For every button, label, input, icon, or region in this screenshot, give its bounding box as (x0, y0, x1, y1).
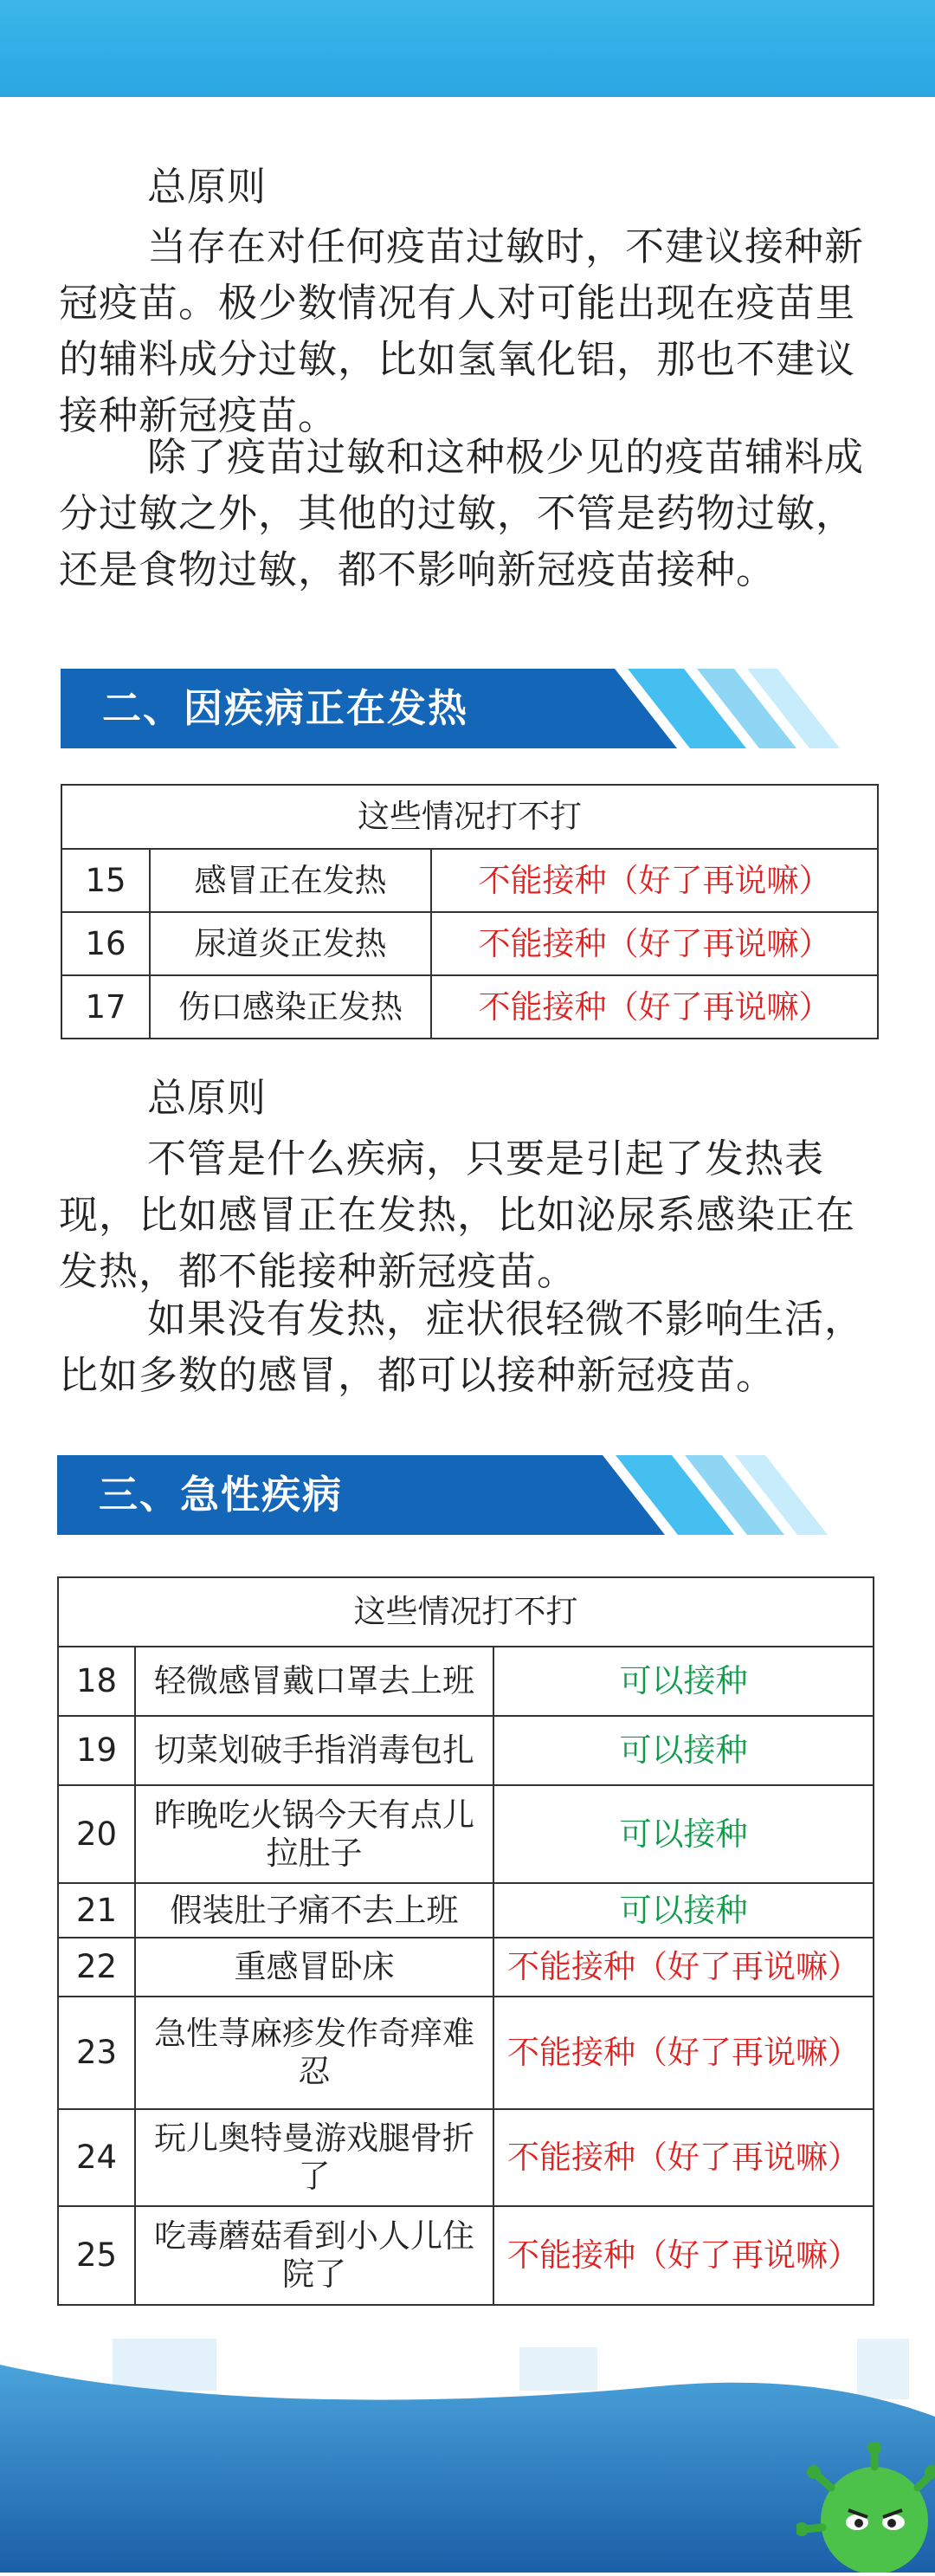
row-case: 假装肚子痛不去上班 (135, 1883, 493, 1938)
principle-heading-1: 总原则 (147, 164, 268, 210)
row-number: 23 (58, 1997, 135, 2109)
fever-table (61, 784, 879, 1039)
row-answer: 可以接种 (493, 1785, 874, 1883)
table-row (58, 2206, 874, 2305)
table-row (61, 975, 878, 1039)
principle-paragraph-1b: 除了疫苗过敏和这种极少见的疫苗辅料成分过敏之外，其他的过敏，不管是药物过敏，还是食物过敏，都不影响新冠疫苗接种。 (59, 434, 865, 592)
section-banner-acute (57, 1455, 854, 1535)
row-case: 感冒正在发热 (150, 849, 431, 912)
bottom-decoration (0, 2339, 935, 2573)
row-answer: 可以接种 (493, 1883, 874, 1938)
row-number: 15 (61, 849, 150, 912)
table-row (61, 912, 878, 975)
section-banner-fever (61, 669, 857, 748)
row-answer: 不能接种（好了再说嘛） (493, 2109, 874, 2206)
row-case: 昨晚吃火锅今天有点儿拉肚子 (135, 1785, 493, 1883)
table-row (61, 849, 878, 912)
row-number: 18 (58, 1647, 135, 1716)
principle-paragraph-1a: 当存在对任何疫苗过敏时，不建议接种新冠疫苗。极少数情况有人对可能出现在疫苗里的辅料成分过敏，比如氢氧化铝，那也不建议接种新冠疫苗。 (59, 223, 865, 438)
row-case: 伤口感染正发热 (150, 975, 431, 1039)
row-case: 尿道炎正发热 (150, 912, 431, 975)
table-header: 这些情况打不打 (58, 1577, 874, 1647)
top-header-bar (0, 0, 935, 97)
row-answer: 不能接种（好了再说嘛） (431, 849, 878, 912)
table-row (58, 1647, 874, 1716)
table-header-row (61, 785, 878, 849)
table-row (58, 1997, 874, 2109)
row-answer: 不能接种（好了再说嘛） (493, 1997, 874, 2109)
table-row (58, 2109, 874, 2206)
acute-illness-table (57, 1576, 874, 2306)
row-case: 轻微感冒戴口罩去上班 (135, 1647, 493, 1716)
table-header-row (58, 1577, 874, 1647)
row-number: 16 (61, 912, 150, 975)
row-answer: 可以接种 (493, 1647, 874, 1716)
row-case: 切菜划破手指消毒包扎 (135, 1716, 493, 1785)
row-number: 25 (58, 2206, 135, 2305)
principle-paragraph-2b: 如果没有发热，症状很轻微不影响生活，比如多数的感冒，都可以接种新冠疫苗。 (59, 1296, 865, 1398)
row-answer: 不能接种（好了再说嘛） (431, 975, 878, 1039)
row-number: 24 (58, 2109, 135, 2206)
row-answer: 可以接种 (493, 1716, 874, 1785)
table-row (58, 1883, 874, 1938)
virus-icon (796, 2443, 935, 2573)
bottom-wave-graphic (0, 2339, 935, 2573)
section-title-acute: 三、急性疾病 (99, 1472, 344, 1518)
row-case: 吃毒蘑菇看到小人儿住院了 (135, 2206, 493, 2305)
row-answer: 不能接种（好了再说嘛） (431, 912, 878, 975)
principle-heading-2: 总原则 (147, 1075, 268, 1121)
table-row (58, 1716, 874, 1785)
table-row (58, 1785, 874, 1883)
table-row (58, 1938, 874, 1997)
row-case: 重感冒卧床 (135, 1938, 493, 1997)
row-case: 急性荨麻疹发作奇痒难忍 (135, 1997, 493, 2109)
row-answer: 不能接种（好了再说嘛） (493, 2206, 874, 2305)
row-case: 玩儿奥特曼游戏腿骨折了 (135, 2109, 493, 2206)
row-number: 22 (58, 1938, 135, 1997)
table-header: 这些情况打不打 (61, 785, 878, 849)
row-number: 20 (58, 1785, 135, 1883)
row-number: 17 (61, 975, 150, 1039)
section-title-fever: 二、因疾病正在发热 (102, 685, 469, 731)
row-number: 21 (58, 1883, 135, 1938)
row-number: 19 (58, 1716, 135, 1785)
principle-paragraph-2a: 不管是什么疾病，只要是引起了发热表现，比如感冒正在发热，比如泌尿系感染正在发热，都不能接种新冠疫苗。 (59, 1136, 856, 1294)
row-answer: 不能接种（好了再说嘛） (493, 1938, 874, 1997)
